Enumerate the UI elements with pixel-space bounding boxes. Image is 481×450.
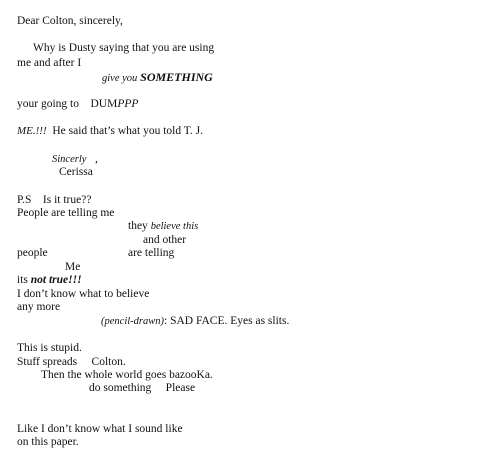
postscript-line (17, 355, 126, 369)
paragraph-line (17, 124, 203, 138)
text: DUM (90, 98, 118, 110)
postscript-line: are telling (128, 247, 175, 259)
text: they (128, 220, 148, 232)
text: Is it true?? (42, 194, 92, 206)
italic-text: give you (102, 73, 138, 84)
text: do something (89, 382, 152, 394)
postscript-line (101, 314, 289, 329)
text: Colton. (91, 356, 126, 368)
paragraph-line (17, 97, 138, 111)
postscript-line: I don’t know what to believe (17, 288, 150, 300)
postscript-line (17, 193, 91, 207)
postscript-line (128, 219, 198, 234)
postscript-line: any more (17, 301, 61, 313)
italic-text: PPP (117, 98, 139, 110)
postscript-line: and other (143, 234, 187, 246)
postscript-line (17, 273, 82, 287)
text: Stuff spreads (17, 356, 78, 368)
paragraph-line: me and after I (17, 57, 82, 69)
text: : SAD FACE. Eyes as slits. (164, 315, 290, 327)
paragraph-line: Why is Dusty saying that you are using (33, 42, 215, 54)
text: P.S (17, 194, 32, 206)
text: your going to (17, 98, 79, 110)
italic-text: (pencil-drawn) (101, 316, 164, 327)
postscript-line: People are telling me (17, 207, 115, 219)
text: He said that’s what you told T. J. (52, 125, 204, 137)
postscript-line: Like I don’t know what I sound like (17, 423, 183, 435)
salutation: Dear Colton, sincerely, (17, 15, 123, 27)
italic-text: Sincerly (52, 154, 87, 165)
italic-text: ME.!!! (17, 125, 47, 137)
postscript-line (89, 381, 195, 395)
text: Please (165, 382, 196, 394)
signature: Cerissa (59, 166, 93, 178)
text: , (95, 153, 98, 165)
postscript-line: This is stupid. (17, 342, 82, 354)
postscript-line: people (17, 247, 48, 259)
postscript-line: Me (65, 261, 81, 273)
text: its (17, 274, 28, 286)
postscript-line: on this paper. (17, 436, 79, 448)
postscript-line: Then the whole world goes bazooKa. (41, 369, 213, 381)
italic-text: believe this (150, 221, 199, 232)
paragraph-line (102, 70, 213, 86)
bold-italic-text: SOMETHING (140, 70, 213, 84)
bold-italic-text: not true!!! (30, 274, 82, 286)
